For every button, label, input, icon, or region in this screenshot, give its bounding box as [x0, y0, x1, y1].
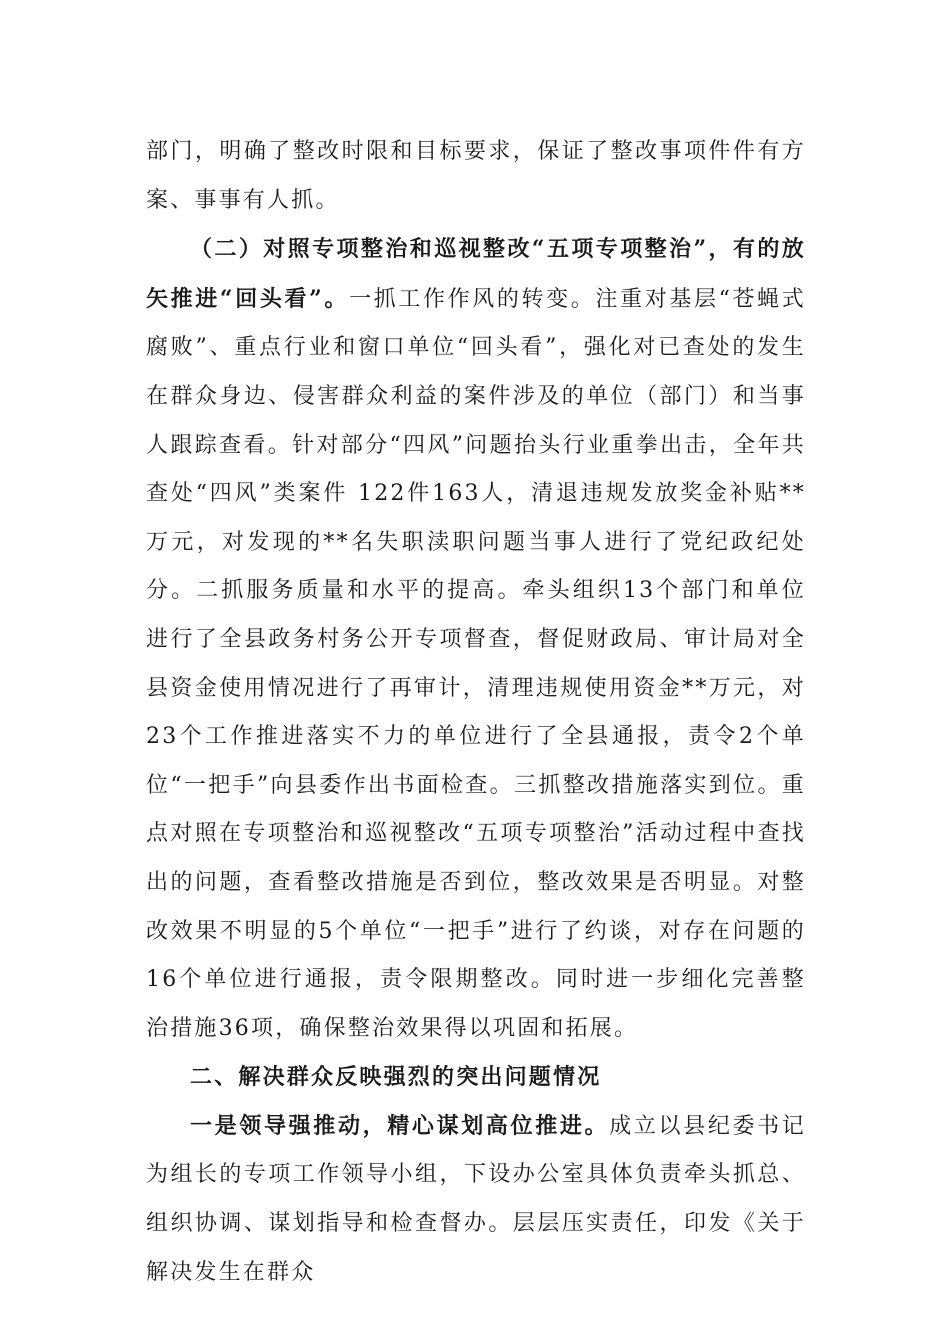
- paragraph-text: 部门，明确了整改时限和目标要求，保证了整改事项件件有方案、事事有人抓。: [146, 139, 806, 213]
- paragraph-text: 一抓工作作风的转变。注重对基层“苍蝇式腐败”、重点行业和窗口单位“回头看”，强化对已查处的发生在群众身边、侵害群众利益的案件涉及的单位（部门）和当事人跟踪查看。针对部分“四风”问题抬头行业重拳出击，全年共查处“四风”类案件 122件163人，清退违规发放奖金补贴**万元，对发现的**名失职渎职问题当事人进行了党纪政纪处分。二抓服务质量和水平的提高。牵头组织13个部门和单位进行了全县政务村务公开专项督查，督促财政局、审计局对全县资金使用情况进行了再审计，清理违规使用资金**万元，对23个工作推进落实不力的单位进行了全县通报，责令2个单位“一把手”向县委作出书面检查。三抓整改措施落实到位。重点对照在专项整治和巡视整改“五项专项整治”活动过程中查找出的问题，查看整改措施是否到位，整改效果是否明显。对整改效果不明显的5个单位“一把手”进行了约谈，对存在问题的16个单位进行通报，责令限期整改。同时进一步细化完善整治措施36项，确保整治效果得以巩固和拓展。: [146, 286, 806, 1041]
- paragraph-leadership: [146, 1102, 806, 1297]
- section-heading: 二、解决群众反映强烈的突出问题情况: [190, 1064, 602, 1091]
- paragraph-text: 成立以县纪委书记为组长的专项工作领导小组，下设办公室具体负责牵头抓总、组织协调、谋划指导和检查督办。层层压实责任，印发《关于解决发生在群众: [146, 1113, 806, 1285]
- paragraph-continuation: [146, 128, 806, 225]
- document-page: [146, 128, 806, 1297]
- section-lead-bold: （二）对照专项整治和巡视整改“五项专项整治”，有的放矢推进“回头看”。: [146, 236, 806, 312]
- paragraph-lead-bold: 一是领导强推动，精心谋划高位推进。: [190, 1112, 610, 1139]
- paragraph-second-section: [146, 225, 806, 1053]
